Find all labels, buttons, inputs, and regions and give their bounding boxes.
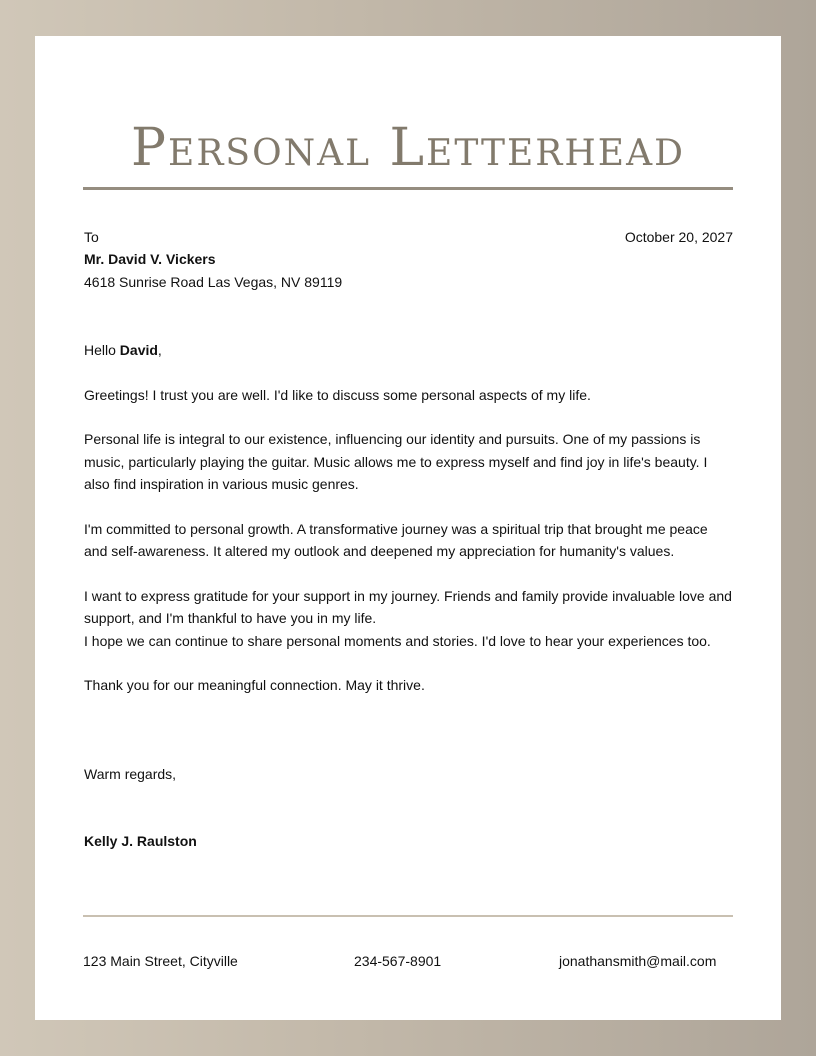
header-divider (83, 187, 733, 190)
footer-address: 123 Main Street, Cityville (83, 953, 238, 969)
paragraph-5: I hope we can continue to share personal moments and stories. I'd love to hear your experiences too. (84, 632, 711, 649)
recipient-name: Mr. David V. Vickers (84, 251, 216, 267)
paragraph-2: Personal life is integral to our existence, influencing our identity and pursuits. One of my passions is music, particularly playing the guitar. Music allows me to express myself and find joy in life's beauty. I also find inspiration in various music genres. (84, 431, 708, 492)
salutation (84, 339, 734, 362)
salutation-suffix: , (157, 342, 162, 358)
to-label: To (84, 229, 99, 245)
footer-phone: 234-567-8901 (354, 953, 442, 969)
paragraph-3: I'm committed to personal growth. A transformative journey was a spiritual trip that brought me peace and self-awareness. It altered my outlook and deepened my appreciation for humanity's values. (84, 520, 708, 559)
letter-date: October 20, 2027 (624, 229, 733, 245)
paragraph-6: Thank you for our meaningful connection. May it thrive. (84, 677, 425, 693)
recipient-address: 4618 Sunrise Road Las Vegas, NV 89119 (84, 274, 343, 290)
closing: Warm regards, (84, 766, 177, 782)
footer-divider (83, 915, 733, 917)
letterhead-title: Personal Letterhead (131, 118, 685, 178)
paragraph-4: I want to express gratitude for your support in my journey. Friends and family provide invaluable love and support, and I'm thankful to have you in my life. (84, 587, 732, 626)
letter-body (84, 339, 734, 719)
salutation-prefix: Hello (84, 342, 120, 358)
salutation-name: David (119, 342, 158, 358)
footer-email: jonathansmith@mail.com (559, 953, 717, 969)
letter-page (35, 36, 781, 1020)
signature-name: Kelly J. Raulston (84, 833, 197, 849)
paragraph-1: Greetings! I trust you are well. I'd like to discuss some personal aspects of my life. (84, 386, 591, 403)
